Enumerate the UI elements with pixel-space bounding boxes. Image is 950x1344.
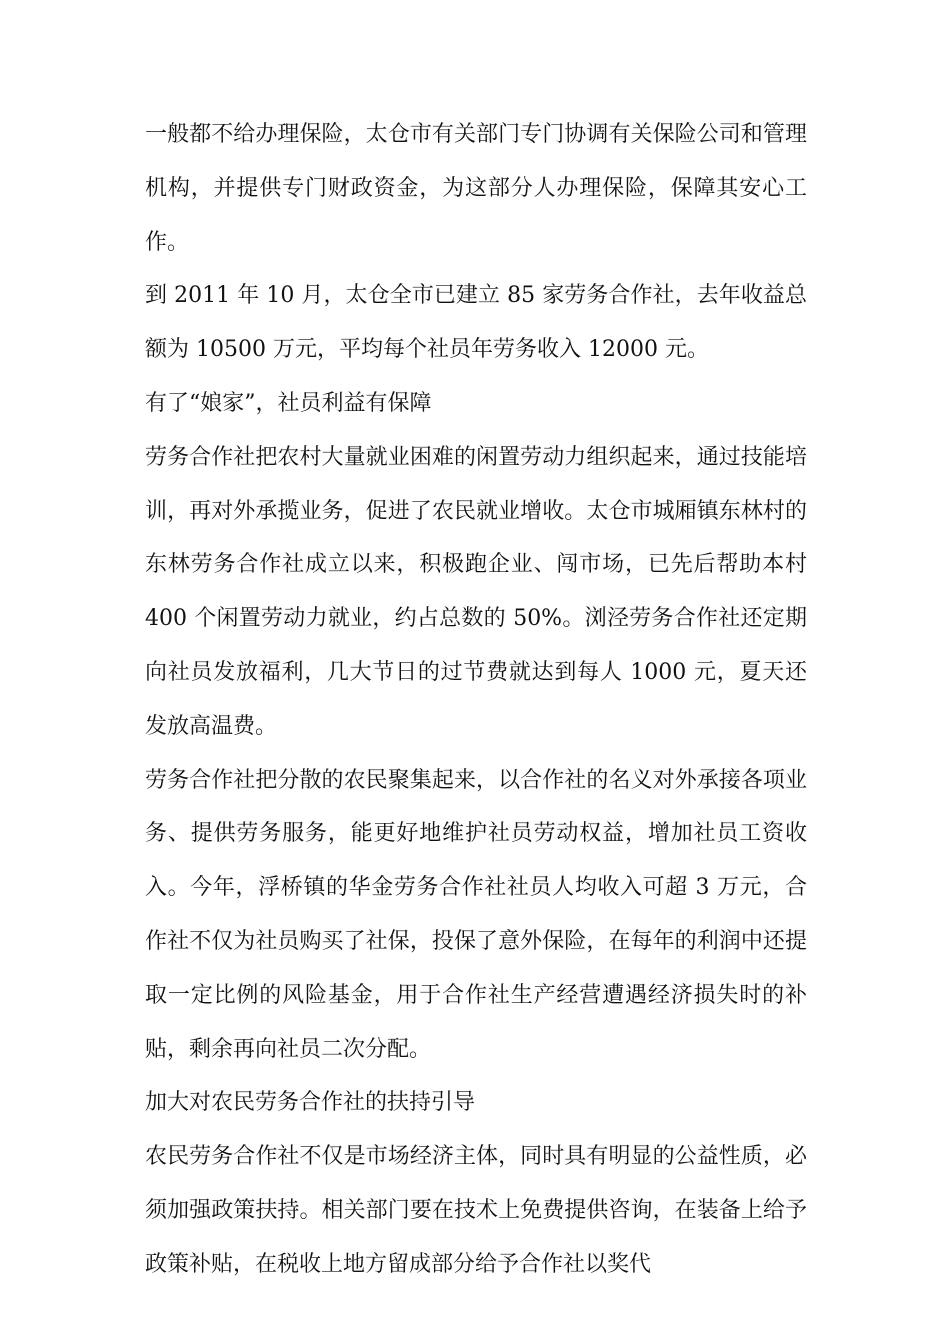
document-body — [145, 108, 807, 1292]
paragraph-policy-support: 农民劳务合作社不仅是市场经济主体，同时具有明显的公益性质，必须加强政策扶持。相关部门要在技术上免费提供咨询，在装备上给予政策补贴，在税收上地方留成部分给予合作社以奖代 — [145, 1144, 807, 1277]
paragraph-insurance: 一般都不给办理保险，太仓市有关部门专门协调有关保险公司和管理机构，并提供专门财政资金，为这部分人办理保险，保障其安心工作。 — [145, 122, 807, 255]
paragraph-income: 劳务合作社把分散的农民聚集起来，以合作社的名义对外承接各项业务、提供劳务服务，能更好地维护社员劳动权益，增加社员工资收入。今年，浮桥镇的华金劳务合作社社员人均收入可超 3 万元，合作社不仅为社员购买了社保，投保了意外保险，在每年的利润中还提取一定比例的风险基金，用于合作社生产经营遭遇经济损失时的补贴，剩余再向社员二次分配。 — [145, 767, 807, 1062]
paragraph-statistics: 到 2011 年 10 月，太仓全市已建立 85 家劳务合作社，去年收益总额为 10500 万元，平均每个社员年劳务收入 12000 元。 — [145, 283, 807, 363]
paragraph-employment: 劳务合作社把农村大量就业困难的闲置劳动力组织起来，通过技能培训，再对外承揽业务，促进了农民就业增收。太仓市城厢镇东林村的东林劳务合作社成立以来，积极跑企业、闯市场，已先后帮助本村 400 个闲置劳动力就业，约占总数的 50%。浏泾劳务合作社还定期向社员发放福利，几大节日的过节费就达到每人 1000 元，夏天还发放高温费。 — [145, 444, 807, 739]
section-heading-support: 加大对农民劳务合作社的扶持引导 — [145, 1090, 476, 1116]
section-heading-member-benefits: 有了“娘家”，社员利益有保障 — [145, 390, 432, 416]
